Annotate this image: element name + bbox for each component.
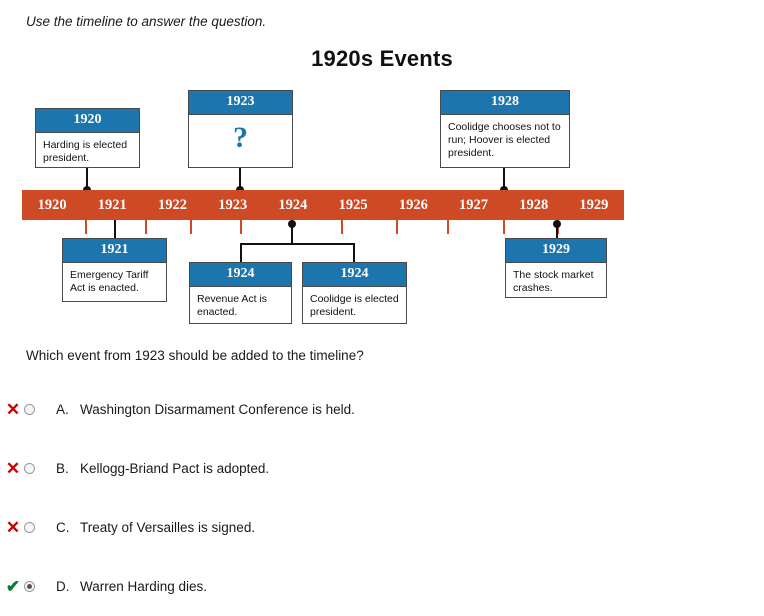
year-label-1921: 1921 xyxy=(97,197,127,213)
event-box-1924-coolidge xyxy=(302,262,407,324)
event-box-1924-coolidge-year: 1924 xyxy=(303,263,406,287)
option-row-b[interactable] xyxy=(0,439,764,498)
option-a-text: Washington Disarmament Conference is held. xyxy=(80,402,355,417)
option-row-a[interactable] xyxy=(0,380,764,439)
year-label-1923: 1923 xyxy=(218,197,248,213)
option-row-d[interactable] xyxy=(0,557,764,616)
event-box-1921 xyxy=(62,238,167,302)
correct-icon: ✔ xyxy=(5,576,21,596)
radio-option-b[interactable] xyxy=(24,463,35,474)
radio-option-c[interactable] xyxy=(24,522,35,533)
option-a-letter: A. xyxy=(56,402,69,417)
year-label-1926: 1926 xyxy=(398,197,428,213)
answer-options xyxy=(0,380,764,616)
option-c-text: Treaty of Versailles is signed. xyxy=(80,520,256,535)
incorrect-icon: ✕ xyxy=(5,399,21,419)
event-box-1921-year: 1921 xyxy=(63,239,166,263)
event-box-1928 xyxy=(440,90,570,168)
question-mark-icon: ? xyxy=(233,121,248,154)
timeline-year-labels xyxy=(22,190,624,220)
connector-1924-right-drop xyxy=(353,243,355,263)
event-box-1929 xyxy=(505,238,607,298)
event-box-1923 xyxy=(188,90,293,168)
year-label-1920: 1920 xyxy=(37,197,67,213)
tick-mark xyxy=(396,220,398,234)
option-b-text: Kellogg-Briand Pact is adopted. xyxy=(80,461,270,476)
instruction-text: Use the timeline to answer the question. xyxy=(26,14,267,29)
incorrect-icon: ✕ xyxy=(5,458,21,478)
event-box-1929-year: 1929 xyxy=(506,239,606,263)
event-box-1928-text: Coolidge chooses not to run; Hoover is elected president. xyxy=(448,121,561,160)
option-d-letter: D. xyxy=(56,579,70,594)
event-box-1924-revenue-year: 1924 xyxy=(190,263,291,287)
radio-option-a[interactable] xyxy=(24,404,35,415)
event-box-1924-revenue xyxy=(189,262,292,324)
tick-mark xyxy=(85,220,87,234)
year-label-1924: 1924 xyxy=(278,197,308,213)
option-row-c[interactable] xyxy=(0,498,764,557)
event-box-1924-revenue-text: Revenue Act is enacted. xyxy=(197,293,268,319)
event-box-1921-text: Emergency Tariff Act is enacted. xyxy=(70,269,149,295)
connector-1924-bracket xyxy=(240,243,355,245)
connector-1924-left-drop xyxy=(240,243,242,263)
timeline-graphic xyxy=(0,80,764,330)
event-box-1929-text: The stock market crashes. xyxy=(513,269,594,295)
tick-mark xyxy=(145,220,147,234)
year-label-1927: 1927 xyxy=(459,197,489,213)
option-c-letter: C. xyxy=(56,520,70,535)
year-label-1929: 1929 xyxy=(579,197,609,213)
event-box-1928-year: 1928 xyxy=(441,91,569,115)
connector-1924-stem xyxy=(291,224,293,244)
year-label-1928: 1928 xyxy=(519,197,549,213)
event-box-1923-year: 1923 xyxy=(189,91,292,115)
radio-option-d[interactable] xyxy=(24,581,35,592)
event-box-1920-year: 1920 xyxy=(36,109,139,133)
tick-mark xyxy=(190,220,192,234)
event-box-1920-text: Harding is elected president. xyxy=(43,139,128,165)
tick-mark xyxy=(240,220,242,234)
year-label-1925: 1925 xyxy=(338,197,368,213)
option-d-text: Warren Harding dies. xyxy=(80,579,208,594)
tick-mark xyxy=(341,220,343,234)
question-text: Which event from 1923 should be added to the timeline? xyxy=(26,348,364,363)
page-title: 1920s Events xyxy=(311,46,453,71)
event-box-1920 xyxy=(35,108,140,168)
connector-1921 xyxy=(114,220,116,238)
year-label-1922: 1922 xyxy=(158,197,187,213)
tick-mark xyxy=(503,220,505,234)
tick-mark xyxy=(447,220,449,234)
incorrect-icon: ✕ xyxy=(5,517,21,537)
event-box-1924-coolidge-text: Coolidge is elected president. xyxy=(310,293,399,319)
option-b-letter: B. xyxy=(56,461,69,476)
